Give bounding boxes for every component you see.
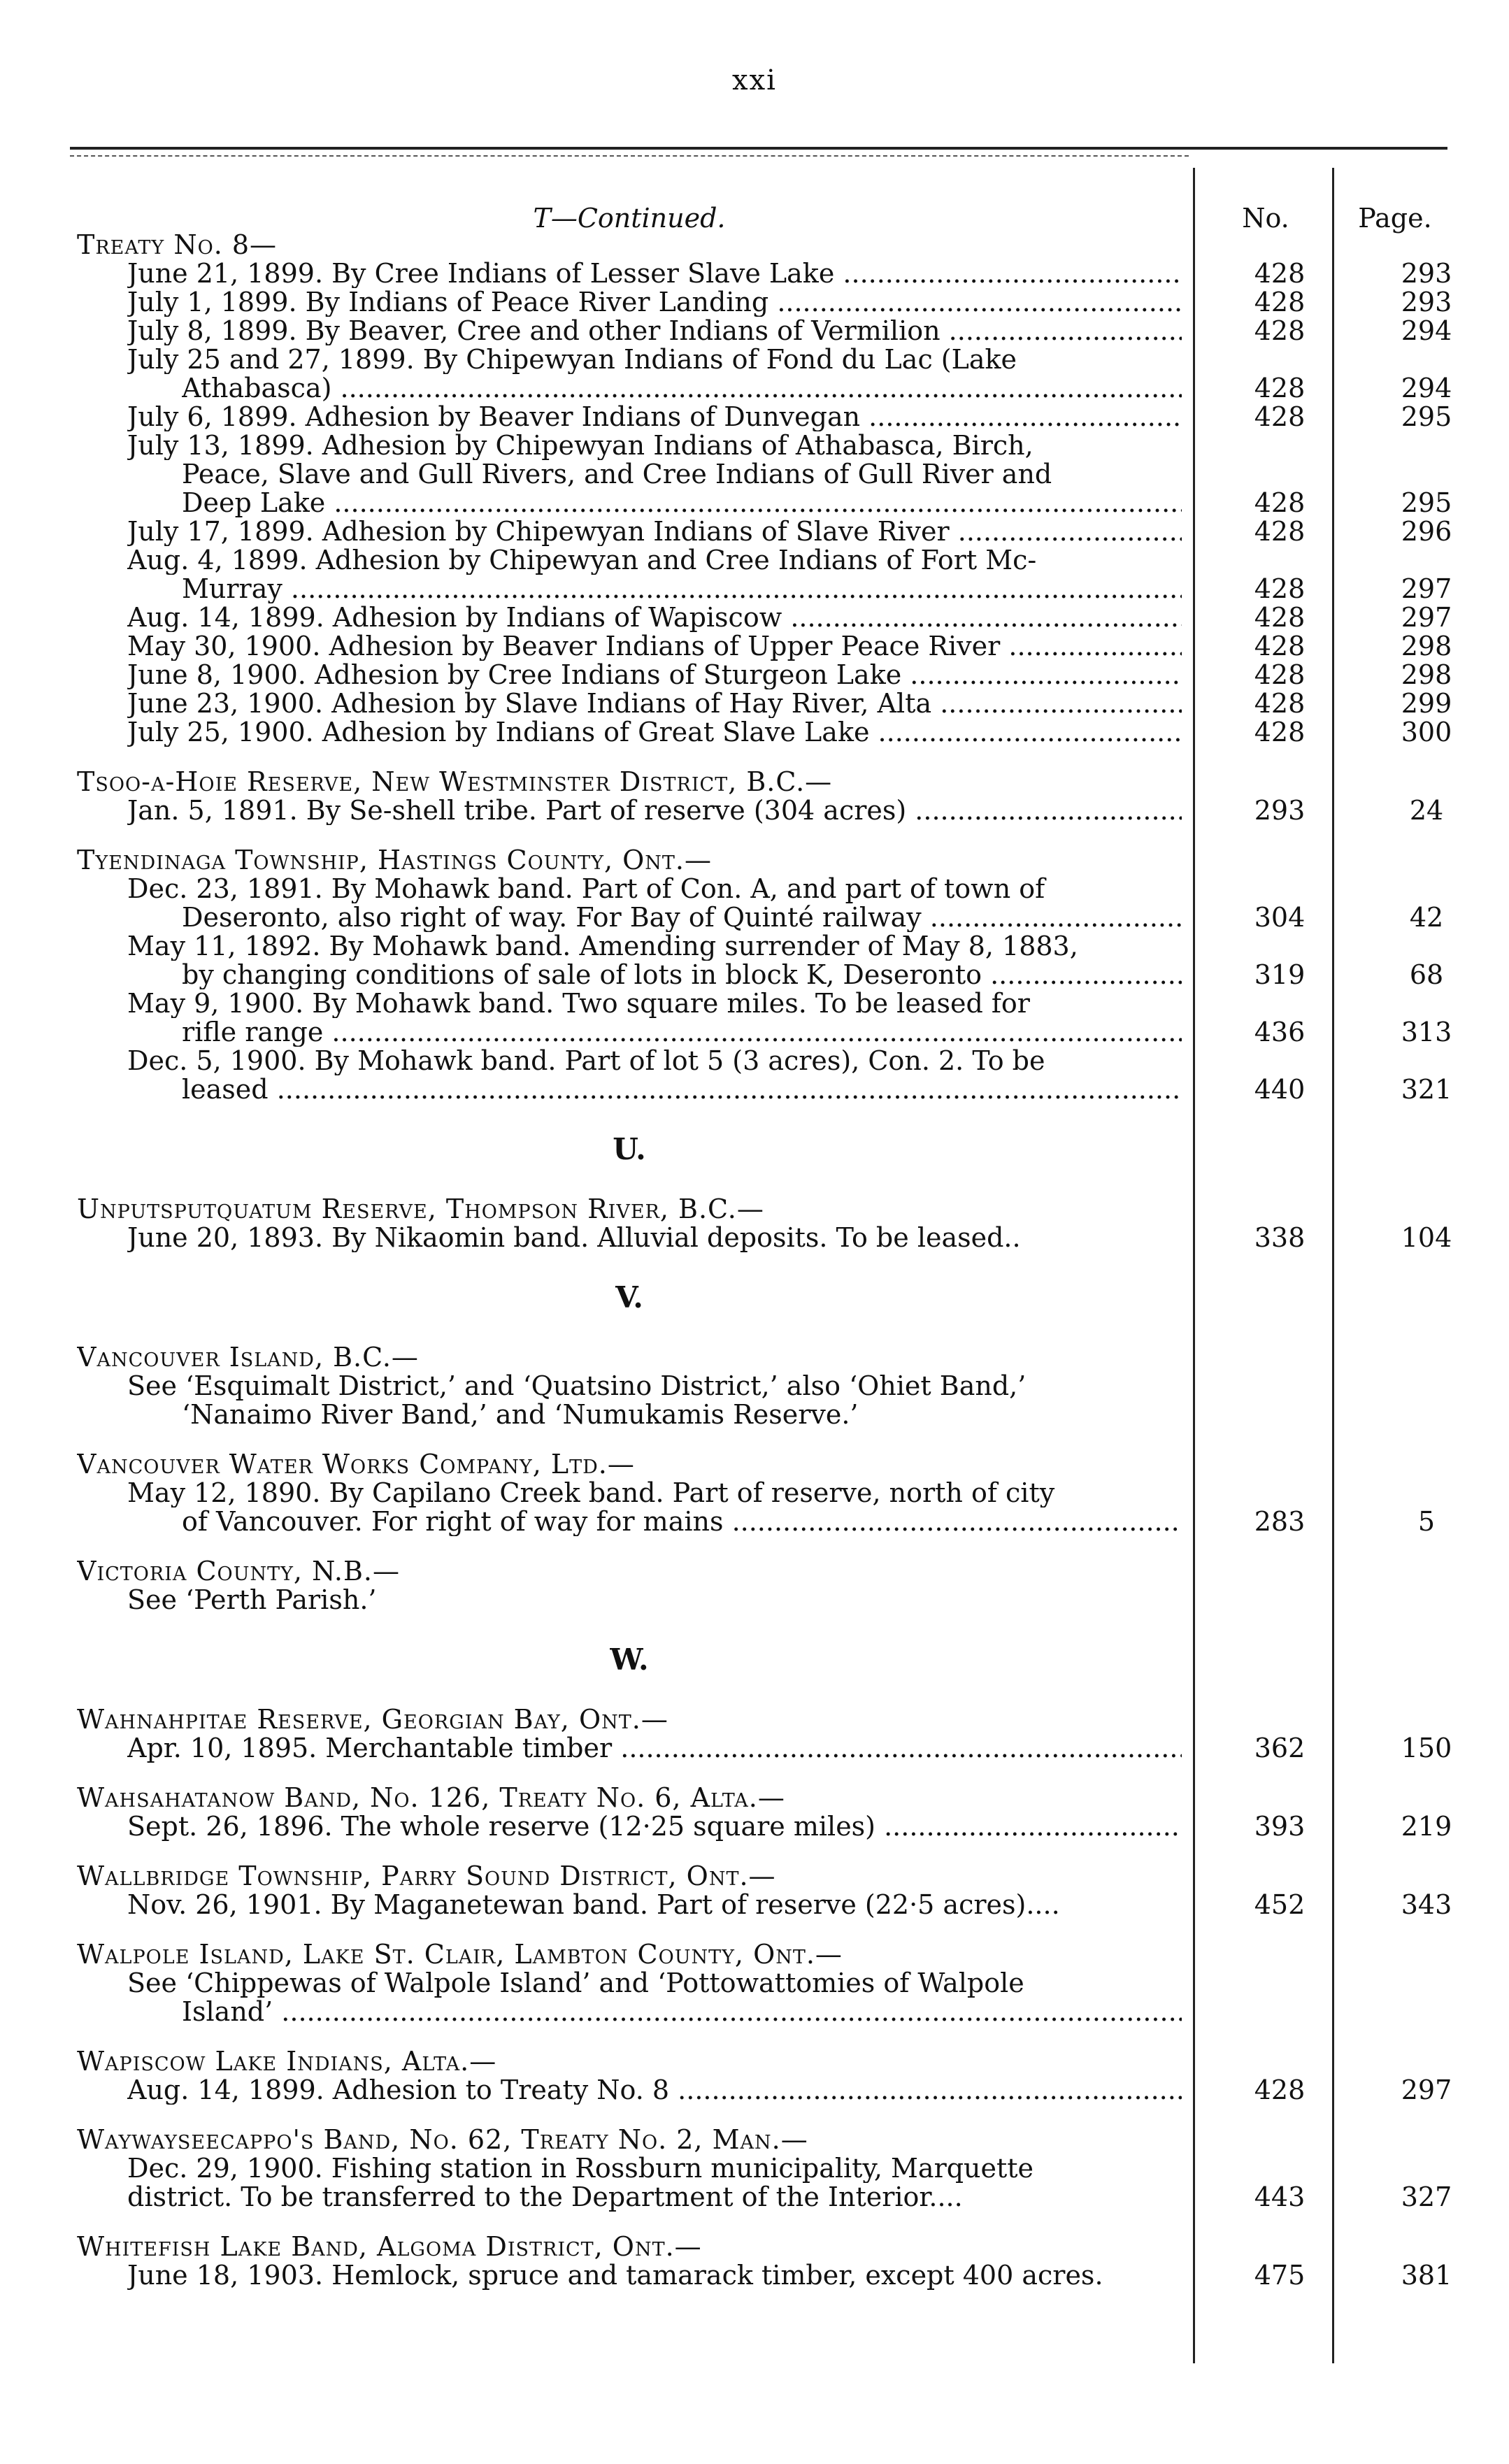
entry-heading-text: Vancouver Water Works Company, Ltd.— [77, 1450, 635, 1479]
entry-no: 362 [1254, 1733, 1306, 1763]
entry-page: 295 [1401, 401, 1452, 432]
entry-text: Peace, Slave and Gull Rivers, and Cree Indians of Gull River and [182, 460, 1052, 489]
entry-no: 428 [1254, 516, 1306, 547]
entry-line [77, 661, 1475, 689]
entry-no: 443 [1254, 2182, 1306, 2212]
entry-text: June 20, 1893. By Nikaomin band. Alluvial deposits. To be leased.. [127, 1224, 1021, 1252]
spacer [77, 1614, 1475, 1635]
entry-line [77, 961, 1475, 989]
spacer [77, 1252, 1475, 1273]
entry-line [77, 1479, 1475, 1507]
entry-page: 5 [1417, 1506, 1436, 1537]
entry-page: 300 [1401, 717, 1452, 747]
entry-text: July 13, 1899. Adhesion by Chipewyan Indians of Athabasca, Birch, [127, 431, 1034, 460]
entry-text: Dec. 29, 1900. Fishing station in Rossburn municipality, Marquette [127, 2154, 1034, 2183]
entry-text: by changing conditions of sale of lots in block K, Deseronto ..... [182, 961, 1182, 989]
entry-text: July 1, 1899. By Indians of Peace River Landing ..... [127, 288, 1182, 317]
no-column-heading: No. [1242, 203, 1289, 234]
entry-text: July 25, 1900. Adhesion by Indians of Great Slave Lake ..... [127, 718, 1182, 747]
entry-heading [77, 1862, 1475, 1891]
entry-heading-text: Treaty No. 8— [77, 231, 278, 259]
entry-page: 343 [1401, 1889, 1452, 1920]
spacer [77, 1763, 1475, 1784]
entry-page: 313 [1401, 1017, 1452, 1047]
entry-line [77, 632, 1475, 661]
entry-line [77, 460, 1475, 489]
entry-no: 452 [1254, 1889, 1306, 1920]
spacer [77, 1174, 1475, 1195]
entry-line [77, 345, 1475, 374]
entry-page: 297 [1401, 573, 1452, 604]
entry-text: See ‘Chippewas of Walpole Island’ and ‘Pottowattomies of Walpole [127, 1969, 1024, 1998]
entry-page: 298 [1401, 659, 1452, 690]
entry-line [77, 689, 1475, 718]
section-column-heading: T—Continued. [533, 203, 726, 234]
entry-heading-text: Wahnahpitae Reserve, Georgian Bay, Ont.— [77, 1705, 668, 1734]
entry-page: 24 [1409, 795, 1444, 826]
entry-no: 436 [1254, 1017, 1306, 1047]
entry-no: 304 [1254, 902, 1306, 933]
entry-no: 428 [1254, 487, 1306, 518]
entry-text: June 21, 1899. By Cree Indians of Lesser Slave Lake ..... [127, 259, 1182, 288]
entry-page: 293 [1401, 287, 1452, 317]
entry-heading [77, 231, 1475, 259]
entry-page: 294 [1401, 315, 1452, 346]
entry-no: 428 [1254, 631, 1306, 661]
spacer [77, 1684, 1475, 1705]
spacer [77, 1841, 1475, 1862]
entry-text: Nov. 26, 1901. By Maganetewan band. Part of reserve (22·5 acres).... [127, 1891, 1060, 1919]
entry-page: 298 [1401, 631, 1452, 661]
entry-line [77, 1075, 1475, 1104]
entry-no: 283 [1254, 1506, 1306, 1537]
entry-text: Aug. 4, 1899. Adhesion by Chipewyan and Cree Indians of Fort Mc- [127, 546, 1037, 575]
entry-line [77, 903, 1475, 932]
entry-no: 428 [1254, 258, 1306, 289]
entry-line [77, 2154, 1475, 2183]
entry-line [77, 546, 1475, 575]
entry-text: May 11, 1892. By Mohawk band. Amending surrender of May 8, 1883, [127, 932, 1078, 961]
entry-heading [77, 1705, 1475, 1734]
entry-page: 299 [1401, 688, 1452, 719]
entry-page: 327 [1401, 2182, 1452, 2212]
entry-no: 428 [1254, 401, 1306, 432]
spacer [77, 825, 1475, 846]
entry-text: ‘Nanaimo River Band,’ and ‘Numukamis Reserve.’ [182, 1401, 859, 1429]
index-content [77, 231, 1475, 2290]
entry-text: Jan. 5, 1891. By Se-shell tribe. Part of reserve (304 acres) ..... [127, 796, 1182, 825]
entry-line [77, 317, 1475, 345]
entry-line [77, 875, 1475, 903]
entry-heading-text: Tsoo-a-Hoie Reserve, New Westminster District, B.C.— [77, 768, 833, 796]
entry-text: June 23, 1900. Adhesion by Slave Indians of Hay River, Alta ..... [127, 689, 1182, 718]
entry-line [77, 403, 1475, 431]
top-rule [70, 147, 1447, 150]
entry-no: 428 [1254, 287, 1306, 317]
entry-line [77, 1586, 1475, 1614]
entry-text: Island’ ..... [182, 1998, 1182, 2026]
entry-no: 428 [1254, 373, 1306, 403]
entry-line [77, 259, 1475, 288]
entry-line [77, 1224, 1475, 1252]
entry-text: Dec. 5, 1900. By Mohawk band. Part of lot 5 (3 acres), Con. 2. To be [127, 1047, 1045, 1075]
entry-heading-text: Wapiscow Lake Indians, Alta.— [77, 2047, 497, 2076]
entry-text: Sept. 26, 1896. The whole reserve (12·25 square miles) ..... [127, 1812, 1182, 1841]
page-number: xxi [732, 64, 777, 96]
top-rule-dashed [70, 155, 1189, 157]
entry-line [77, 1372, 1475, 1401]
spacer [77, 1322, 1475, 1343]
entry-heading [77, 1784, 1475, 1812]
entry-line [77, 575, 1475, 603]
entry-line [77, 1969, 1475, 1998]
entry-page: 219 [1401, 1811, 1452, 1842]
entry-line [77, 374, 1475, 403]
entry-line [77, 989, 1475, 1018]
entry-line [77, 1047, 1475, 1075]
entry-no: 428 [1254, 659, 1306, 690]
entry-text: July 6, 1899. Adhesion by Beaver Indians of Dunvegan ..... [127, 403, 1182, 431]
entry-text: Aug. 14, 1899. Adhesion to Treaty No. 8 ..... [127, 2076, 1182, 2105]
entry-heading-text: Victoria County, N.B.— [77, 1557, 400, 1586]
entry-line [77, 489, 1475, 517]
entry-line [77, 288, 1475, 317]
entry-page: 293 [1401, 258, 1452, 289]
entry-page: 150 [1401, 1733, 1452, 1763]
entry-text: Murray ..... [182, 575, 1182, 603]
entry-heading-text: Tyendinaga Township, Hastings County, Ont.— [77, 846, 713, 875]
entry-no: 428 [1254, 717, 1306, 747]
entry-no: 440 [1254, 1074, 1306, 1105]
entry-text: Dec. 23, 1891. By Mohawk band. Part of Con. A, and part of town of [127, 875, 1045, 903]
entry-page: 381 [1401, 2260, 1452, 2291]
entry-text: Deseronto, also right of way. For Bay of Quinté railway ..... [182, 903, 1182, 932]
entry-heading [77, 1940, 1475, 1969]
entry-page: 294 [1401, 373, 1452, 403]
entry-no: 338 [1254, 1222, 1306, 1253]
entry-text: July 17, 1899. Adhesion by Chipewyan Indians of Slave River ..... [127, 517, 1182, 546]
entry-text: See ‘Perth Parish.’ [127, 1586, 377, 1614]
entry-line [77, 1507, 1475, 1536]
entry-text: June 18, 1903. Hemlock, spruce and tamarack timber, except 400 acres. [127, 2261, 1103, 2290]
entry-text: May 12, 1890. By Capilano Creek band. Part of reserve, north of city [127, 1479, 1055, 1507]
spacer [77, 2105, 1475, 2126]
entry-heading [77, 2047, 1475, 2076]
entry-page: 68 [1409, 959, 1444, 990]
entry-page: 321 [1401, 1074, 1452, 1105]
entry-line [77, 2183, 1475, 2212]
entry-text: Aug. 14, 1899. Adhesion by Indians of Wapiscow ..... [127, 603, 1182, 632]
section-letter: U. [613, 1132, 646, 1166]
entry-heading [77, 846, 1475, 875]
entry-line [77, 796, 1475, 825]
entry-no: 393 [1254, 1811, 1306, 1842]
entry-no: 428 [1254, 688, 1306, 719]
entry-text: July 25 and 27, 1899. By Chipewyan Indians of Fond du Lac (Lake [127, 345, 1017, 374]
spacer [77, 1429, 1475, 1450]
spacer [77, 1536, 1475, 1557]
entry-text: Apr. 10, 1895. Merchantable timber ..... [127, 1734, 1182, 1763]
entry-heading-text: Wallbridge Township, Parry Sound District, Ont.— [77, 1862, 776, 1891]
entry-no: 428 [1254, 602, 1306, 633]
entry-text: July 8, 1899. By Beaver, Cree and other Indians of Vermilion ..... [127, 317, 1182, 345]
entry-heading-text: Waywayseecappo's Band, No. 62, Treaty No. 2, Man.— [77, 2126, 808, 2154]
entry-line [77, 932, 1475, 961]
entry-no: 428 [1254, 315, 1306, 346]
entry-heading [77, 768, 1475, 796]
spacer [77, 1104, 1475, 1125]
entry-page: 296 [1401, 516, 1452, 547]
spacer [77, 2026, 1475, 2047]
entry-no: 475 [1254, 2260, 1306, 2291]
entry-heading [77, 1343, 1475, 1372]
entry-heading-text: Unputsputquatum Reserve, Thompson River, B.C.— [77, 1195, 764, 1224]
entry-no: 428 [1254, 573, 1306, 604]
spacer [77, 747, 1475, 768]
entry-no: 319 [1254, 959, 1306, 990]
entry-heading-text: Whitefish Lake Band, Algoma District, Ont.— [77, 2233, 702, 2261]
entry-text: Deep Lake ..... [182, 489, 1182, 517]
entry-heading [77, 1450, 1475, 1479]
entry-text: May 30, 1900. Adhesion by Beaver Indians of Upper Peace River ..... [127, 632, 1182, 661]
entry-heading [77, 2126, 1475, 2154]
entry-no: 293 [1254, 795, 1306, 826]
entry-line [77, 2076, 1475, 2105]
entry-text: district. To be transferred to the Department of the Interior.... [127, 2183, 963, 2212]
entry-heading-text: Vancouver Island, B.C.— [77, 1343, 419, 1372]
entry-line [77, 1891, 1475, 1919]
entry-heading [77, 2233, 1475, 2261]
entry-text: of Vancouver. For right of way for mains ..... [182, 1507, 1182, 1536]
entry-line [77, 1734, 1475, 1763]
entry-line [77, 1812, 1475, 1841]
entry-heading-text: Walpole Island, Lake St. Clair, Lambton County, Ont.— [77, 1940, 843, 1969]
entry-line [77, 1018, 1475, 1047]
entry-text: leased ..... [182, 1075, 1182, 1104]
entry-page: 104 [1401, 1222, 1452, 1253]
entry-text: See ‘Esquimalt District,’ and ‘Quatsino District,’ also ‘Ohiet Band,’ [127, 1372, 1027, 1401]
section-letter: V. [615, 1280, 643, 1315]
entry-no: 428 [1254, 2075, 1306, 2105]
entry-text: Athabasca) ..... [182, 374, 1182, 403]
entry-line [77, 603, 1475, 632]
entry-line [77, 517, 1475, 546]
entry-text: June 8, 1900. Adhesion by Cree Indians of Sturgeon Lake ..... [127, 661, 1182, 689]
entry-heading-text: Wahsahatanow Band, No. 126, Treaty No. 6, Alta.— [77, 1784, 785, 1812]
entry-line [77, 2261, 1475, 2290]
entry-heading [77, 1557, 1475, 1586]
entry-heading [77, 1195, 1475, 1224]
entry-page: 42 [1409, 902, 1444, 933]
spacer [77, 1919, 1475, 1940]
spacer [77, 2212, 1475, 2233]
section-letter: W. [610, 1642, 649, 1677]
entry-text: rifle range ..... [182, 1018, 1182, 1047]
entry-line [77, 1401, 1475, 1429]
entry-line [77, 1998, 1475, 2026]
entry-page: 295 [1401, 487, 1452, 518]
entry-line [77, 431, 1475, 460]
entry-page: 297 [1401, 602, 1452, 633]
entry-line [77, 718, 1475, 747]
entry-page: 297 [1401, 2075, 1452, 2105]
entry-text: May 9, 1900. By Mohawk band. Two square miles. To be leased for [127, 989, 1030, 1018]
page-column-heading: Page. [1358, 203, 1432, 234]
